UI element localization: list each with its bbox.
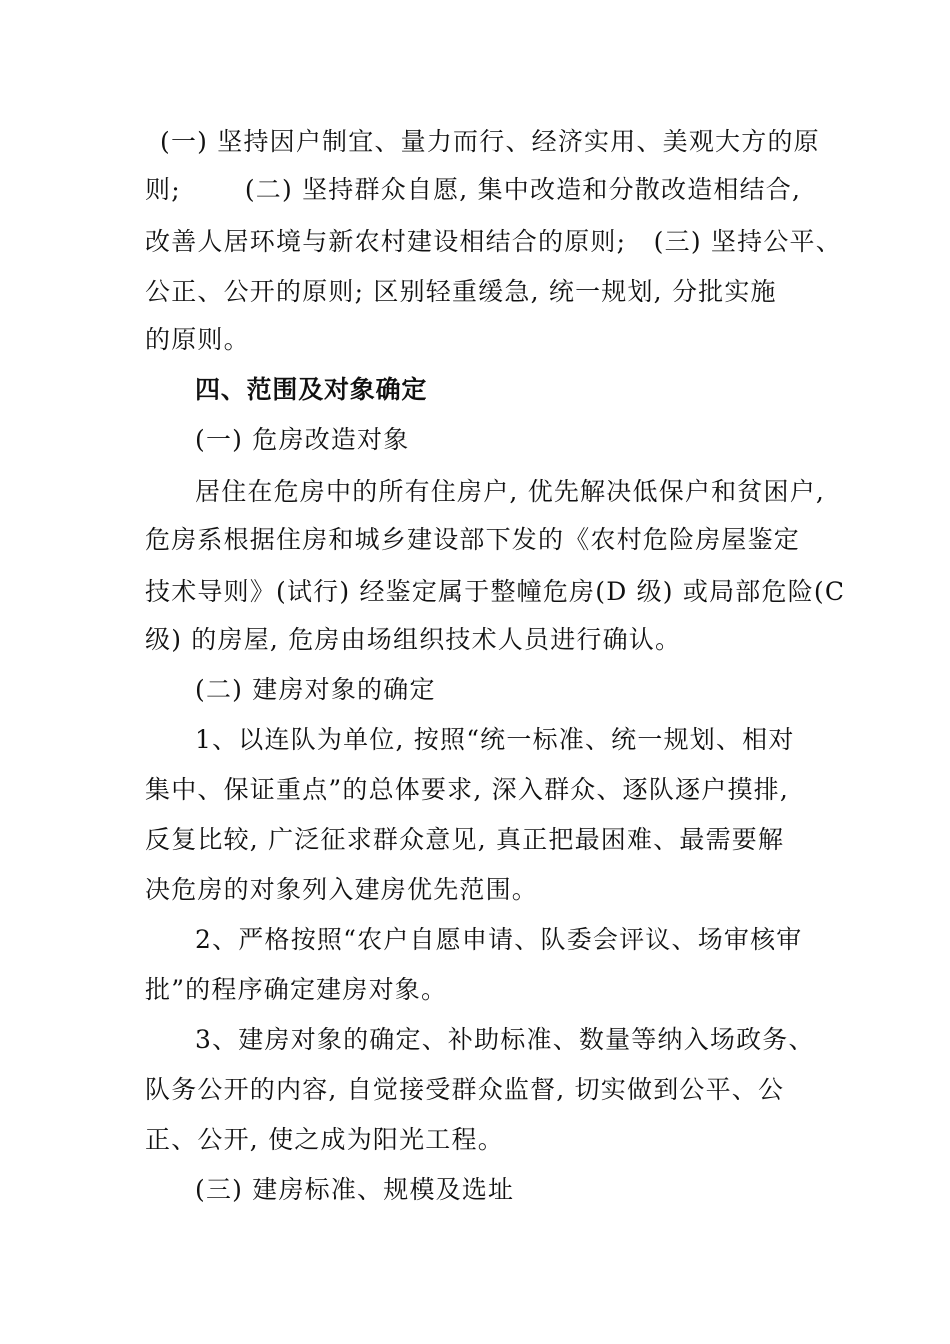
paragraph-line: 级) 的房屋, 危房由场组织技术人员进行确认。 xyxy=(145,625,682,654)
principle-line-3: 改善人居环境与新农村建设相结合的原则; (三) 坚持公平、 xyxy=(145,227,842,256)
paragraph-line: 危房系根据住房和城乡建设部下发的《农村危险房屋鉴定 xyxy=(145,525,801,554)
paragraph-line: 1、以连队为单位, 按照“统一标准、统一规划、相对 xyxy=(195,725,795,754)
paragraph-line: 队务公开的内容, 自觉接受群众监督, 切实做到公平、公 xyxy=(145,1075,785,1104)
subheading-building-targets: (二) 建房对象的确定 xyxy=(195,675,436,704)
subheading-building-standards: (三) 建房标准、规模及选址 xyxy=(195,1175,515,1204)
principle-line-5: 的原则。 xyxy=(145,325,250,354)
principle-line-2: 则; (二) 坚持群众自愿, 集中改造和分散改造相结合, xyxy=(145,175,802,204)
principle-line-4: 公正、公开的原则; 区别轻重缓急, 统一规划, 分批实施 xyxy=(145,277,777,306)
paragraph-line: 集中、保证重点”的总体要求, 深入群众、逐队逐户摸排, xyxy=(145,775,790,804)
paragraph-line: 正、公开, 使之成为阳光工程。 xyxy=(145,1125,504,1154)
paragraph-line: 3、建房对象的确定、补助标准、数量等纳入场政务、 xyxy=(195,1025,815,1054)
paragraph-line: 决危房的对象列入建房优先范围。 xyxy=(145,875,539,904)
principle-line-1: (一) 坚持因户制宜、量力而行、经济实用、美观大方的原 xyxy=(160,127,820,156)
paragraph-line: 2、严格按照“农户自愿申请、队委会评议、场审核审 xyxy=(195,925,803,954)
section-heading-scope: 四、范围及对象确定 xyxy=(195,375,428,404)
paragraph-line: 反复比较, 广泛征求群众意见, 真正把最困难、最需要解 xyxy=(145,825,785,854)
paragraph-line: 技术导则》(试行) 经鉴定属于整幢危房(D 级) 或局部危险(C xyxy=(145,577,846,606)
paragraph-line: 批”的程序确定建房对象。 xyxy=(145,975,448,1004)
paragraph-line: 居住在危房中的所有住房户, 优先解决低保户和贫困户, xyxy=(195,477,826,506)
subheading-dilapidated-targets: (一) 危房改造对象 xyxy=(195,425,410,454)
